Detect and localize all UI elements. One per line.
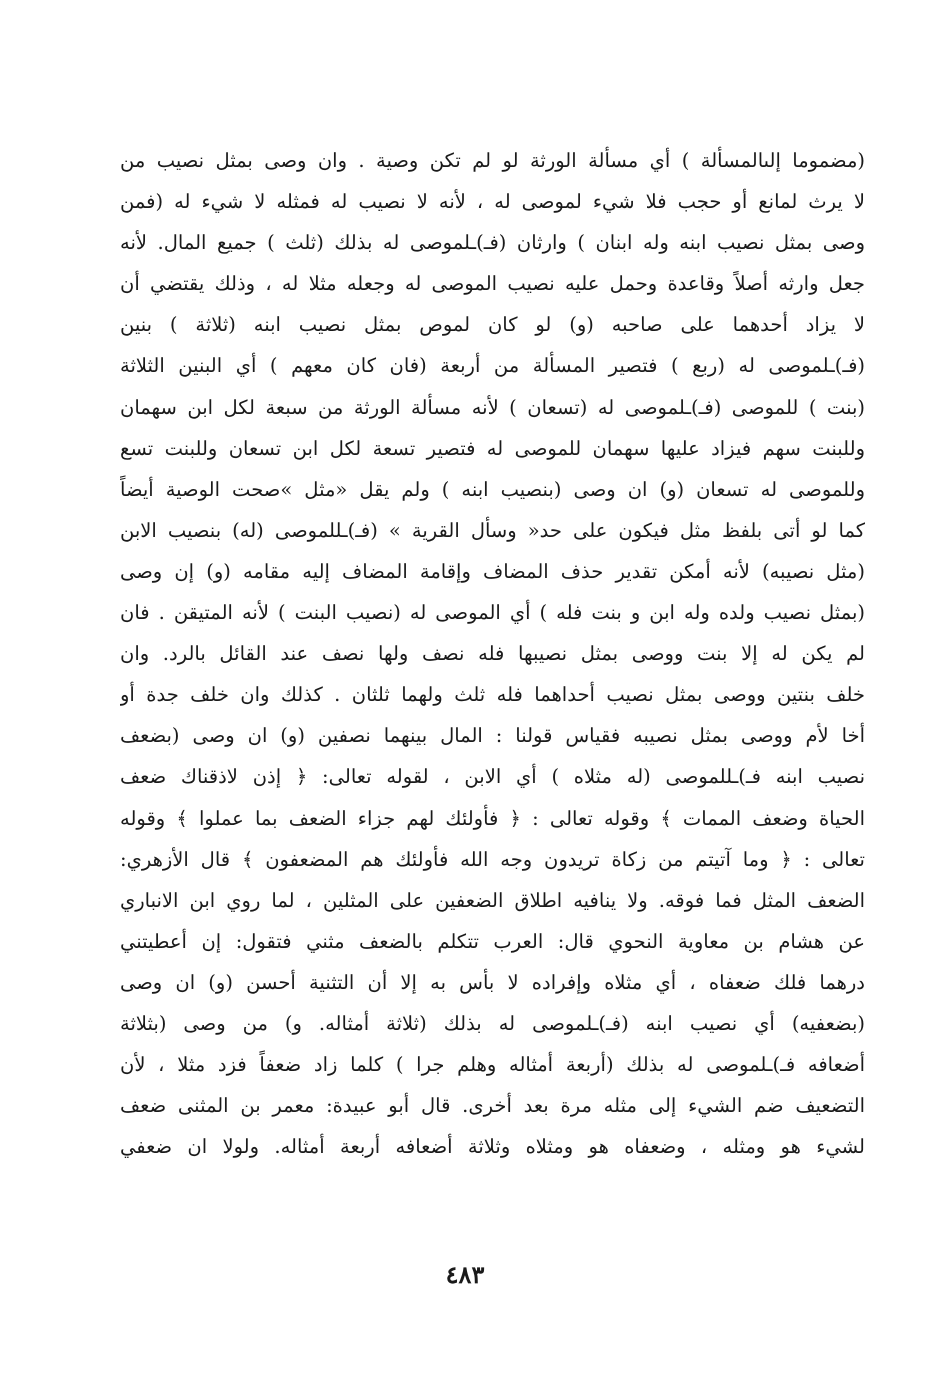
text-line: لشيء هو ومثله ، وضعفاه هو ومثلاه وثلاثة أضعافه أربعة أمثاله. ولولا ان ضعفي xyxy=(120,1135,865,1159)
text-line: لم يكن له إلا بنت ووصى بمثل نصيبها فله نصف ولها نصف عند القائل بالرد. وان xyxy=(120,642,865,666)
text-line: الحياة وضعف الممات ﴾ وقوله تعالى : ﴿ فأولئك لهم جزاء الضعف بما عملوا ﴾ وقوله xyxy=(120,806,865,830)
text-line: أضعافه فـ)ـلموصى له بذلك (أربعة أمثاله وهلم جرا ) كلما زاد ضعفاً فزد مثلا ، لأن xyxy=(120,1053,865,1077)
text-line: كما لو أتى بلفظ مثل فيكون على حد« وسأل القرية » (فـ)ـللموصى (له) بنصيب الابن xyxy=(120,518,865,542)
text-line: التضعيف ضم الشيء إلى مثله مرة بعد أخرى. قال أبو عبيدة: معمر بن المثنى ضعف xyxy=(120,1094,865,1118)
text-line: وللموصى له تسعان (و) ان وصى (بنصيب ابنه ) ولم يقل «مثل »صحت الوصية أيضاً xyxy=(120,477,865,501)
text-line: (بضعفيه) أي نصيب ابنه (فـ)ـلموصى له بذلك (ثلاثة أمثاله. و) من وصى (بثلاثة xyxy=(120,1011,865,1035)
text-line: جعل وارثه أصلاً وقاعدة وحمل عليه نصيب الموصى له وجعله مثلا له ، وذلك يقتضي أن xyxy=(120,272,865,296)
page-number: ٤٨٣ xyxy=(445,1260,485,1289)
text-line: (مثل نصيبه) لأنه أمكن تقدير حذف المضاف وإقامة المضاف إليه مقامه (و) إن وصى xyxy=(120,559,865,583)
text-line: (مضموما إلىالمسألة ) أي مسألة الورثة لو لم تكن وصية . وان وصى بمثل نصيب من xyxy=(120,149,865,172)
text-line: لا يزاد أحدهما على صاحبه (و) لو كان لموص بمثل نصيب ابنه (ثلاثة ) بنين xyxy=(120,313,865,337)
text-line: درهما فلك ضعفاه ، أي مثلاه وإفراده لا بأس به إلا أن التثنية أحسن (و) ان وصى xyxy=(120,970,865,994)
text-line: الضعف المثل فما فوقه. ولا ينافيه اطلاق الضعفين على المثلين ، لما روي ابن الانباري xyxy=(120,888,865,912)
text-line: عن هشام بن معاوية النحوي قال: العرب تتكلم بالضعف مثني فتقول: إن أعطيتني xyxy=(120,929,865,953)
text-line: خلف بنتين ووصى بمثل نصيب أحداهما فله ثلث ولهما ثلثان . كذلك وان خلف جدة أو xyxy=(120,683,865,707)
body-text xyxy=(120,140,865,1167)
text-line: تعالى : ﴿ وما آتيتم من زكاة تريدون وجه الله فأولئك هم المضعفون ﴾ قال الأزهري: xyxy=(120,847,865,871)
text-line: (بنت ) للموصى (فـ)ـلموصى له (تسعان ) لأنه مسألة الورثة من سبعة لكل ابن سهمان xyxy=(120,395,865,419)
text-line: أخا لأم ووصى بمثل نصيبه فقياس قولنا : المال بينهما نصفين (و) ان وصى (بضعف xyxy=(120,724,865,748)
text-line: وللبنت سهم فيزاد عليها سهمان للموصى له فتصير تسعة لكل ابن تسعان وللبنت تسع xyxy=(120,436,865,460)
text-line: (بمثل نصيب ولده وله ابن و بنت فله ) أي الموصى له (نصيب البنت ) لأنه المتيقن . فان xyxy=(120,601,865,625)
text-line: لا يرث لمانع أو حجب فلا شيء لموصى له ، لأنه لا نصيب له فمثله لا شيء له (فمن xyxy=(120,190,865,214)
text-line: (فـ)ـلموصى له (ربع ) فتصير المسألة من أربعة (فان كان معهم ) أي البنين الثلاثة xyxy=(120,354,865,378)
text-line: وصى بمثل نصيب ابنه وله ابنان ) وارثان (فـ)ـلموصى له بذلك (ثلث ) جميع المال. لأنه xyxy=(120,231,865,255)
text-line: نصيب ابنه فـ)ـللموصى (له مثلاه ) أي الابن ، لقوله تعالى: ﴿ إذن لاذقناك ضعف xyxy=(120,765,865,789)
